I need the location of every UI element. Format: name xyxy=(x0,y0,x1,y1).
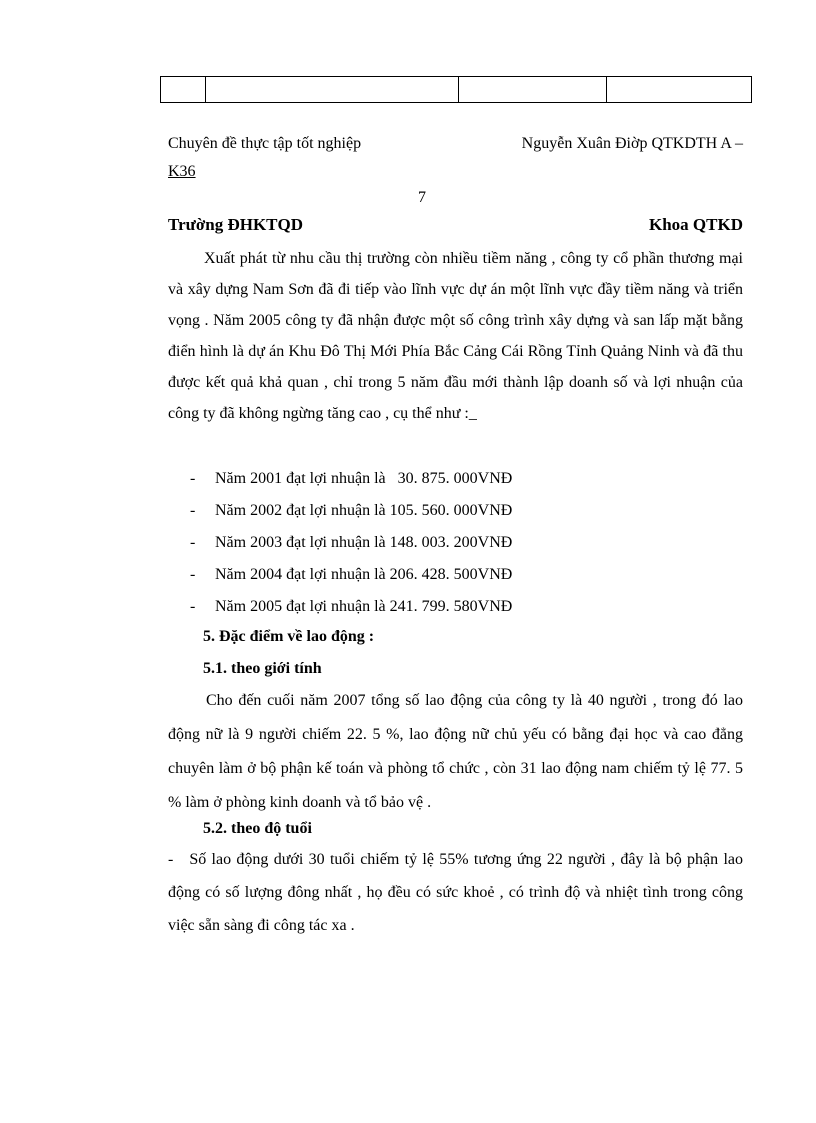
age-paragraph: - Số lao động dưới 30 tuổi chiếm tỷ lệ 55% tương ứng 22 người , đây là bộ phận lao động có số lượng đông nhất , họ đều có sức khoẻ , có trình độ và nhiệt tình trong công việc sẵn sàng đi công tác xa . xyxy=(168,851,747,934)
gender-paragraph: Cho đến cuối năm 2007 tổng số lao động của công ty là 40 người , trong đó lao động nữ là 9 người chiếm 22. 5 %, lao động nữ chủ yếu có bằng đại học và cao đẳng chuyên làm ở bộ phận kế toán và phòng tổ chức , còn 31 lao động nam chiếm tỷ lệ 77. 5 % làm ở phòng kinh doanh và tổ bảo vệ . xyxy=(168,692,743,811)
list-item-text: Năm 2002 đạt lợi nhuận là 105. 560. 000VNĐ xyxy=(215,502,513,519)
list-item xyxy=(190,527,690,559)
table-cell xyxy=(459,77,607,103)
list-dash: - xyxy=(190,502,196,519)
list-dash: - xyxy=(190,598,196,615)
profit-list xyxy=(190,463,690,623)
list-item-text: Năm 2001 đạt lợi nhuận là 30. 875. 000VNĐ xyxy=(215,470,513,487)
running-header xyxy=(168,215,743,239)
footer-title: Chuyên đề thực tập tốt nghiệp xyxy=(168,135,362,152)
list-item-text: Năm 2004 đạt lợi nhuận là 206. 428. 500VNĐ xyxy=(215,566,513,583)
subsection-heading-gender: 5.1. theo giới tính xyxy=(203,660,322,677)
list-item xyxy=(190,591,690,623)
list-item xyxy=(190,463,690,495)
table-cell xyxy=(206,77,459,103)
list-item-text: Năm 2005 đạt lợi nhuận là 241. 799. 580VNĐ xyxy=(215,598,513,615)
list-dash: - xyxy=(190,534,196,551)
list-dash: - xyxy=(190,566,196,583)
page-number: 7 xyxy=(418,189,426,206)
list-item xyxy=(190,495,690,527)
list-item-text: Năm 2003 đạt lợi nhuận là 148. 003. 200VNĐ xyxy=(215,534,513,551)
footer-continuation: K36 xyxy=(168,163,196,180)
footer-author: Nguyễn Xuân Điờp QTKDTH A – xyxy=(521,135,743,152)
section-heading: 5. Đặc điểm về lao động : xyxy=(203,628,375,645)
empty-table-row xyxy=(160,76,752,103)
header-school: Trường ĐHKTQD xyxy=(168,215,304,234)
subsection-heading-age: 5.2. theo độ tuổi xyxy=(203,820,312,837)
list-dash: - xyxy=(190,470,196,487)
header-faculty: Khoa QTKD xyxy=(649,215,743,234)
table-cell xyxy=(161,77,206,103)
table-cell xyxy=(607,77,752,103)
list-item xyxy=(190,559,690,591)
intro-paragraph: Xuất phát từ nhu cầu thị trường còn nhiều tiềm năng , công ty cổ phần thương mại và xây dựng Nam Sơn đã đi tiếp vào lĩnh vực dự án một lĩnh vực đầy tiềm năng và triển vọng . Năm 2005 công ty đã nhận được một số công trình xây dựng và san lấp mặt bằng điển hình là dự án Khu Đô Thị Mới Phía Bắc Cảng Cái Rồng Tỉnh Quảng Ninh và đã thu được kết quả khả quan , chỉ trong 5 năm đầu mới thành lập doanh số và lợi nhuận của công ty đã không ngừng tăng cao , cụ thể như :_ xyxy=(168,250,743,422)
